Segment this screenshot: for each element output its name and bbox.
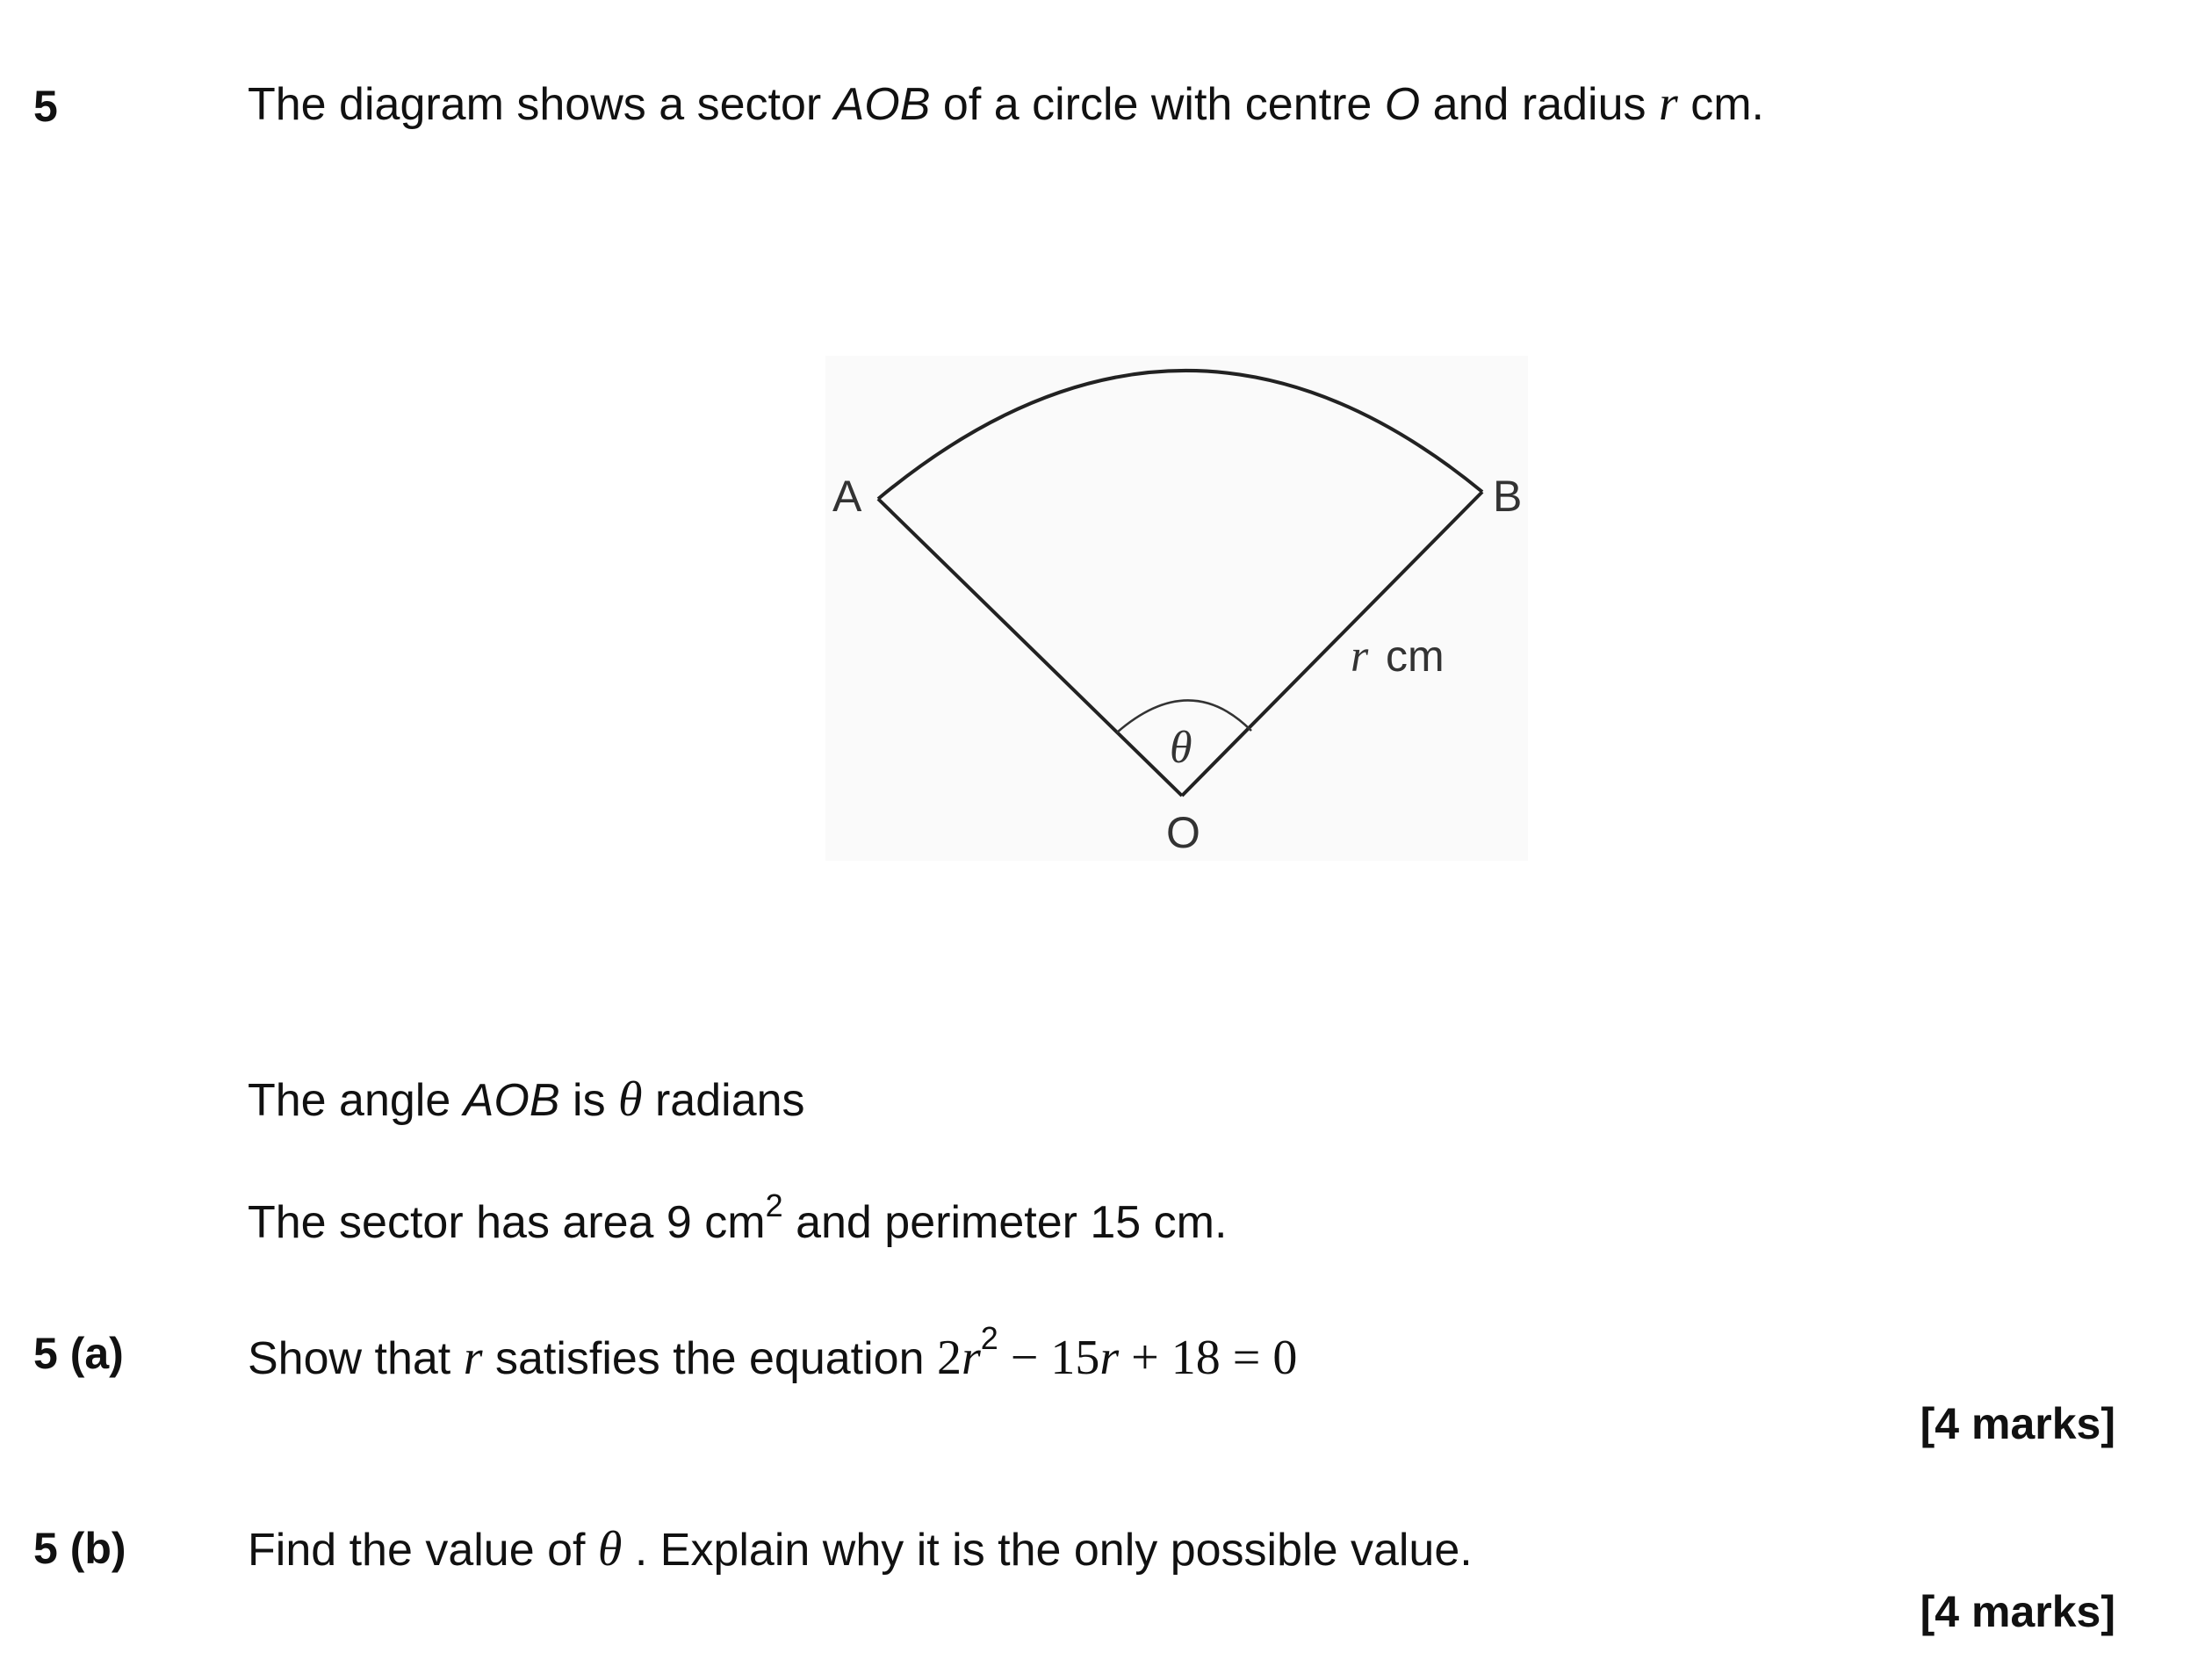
diagram-background <box>825 356 1528 861</box>
part-a-marks: [4 marks] <box>1920 1399 2115 1448</box>
equation-r-1: r <box>961 1331 981 1385</box>
intro-radius-var: r <box>1658 76 1678 131</box>
intro-text-2: of a circle with centre <box>930 79 1385 130</box>
part-b-marks: [4 marks] <box>1920 1587 2115 1636</box>
point-a-label: A <box>832 472 862 521</box>
point-o-label: O <box>1166 808 1200 857</box>
point-b-label: B <box>1493 472 1523 521</box>
area-text-2: and perimeter 15 cm. <box>782 1197 1228 1248</box>
part-a-text-2: satisfies the equation <box>482 1333 937 1384</box>
part-a-text-1: Show that <box>248 1333 464 1384</box>
angle-text-2: is <box>559 1075 619 1126</box>
part-a-label: 5 (a) <box>33 1329 124 1378</box>
intro-text-3: and radius <box>1420 79 1659 130</box>
question-number: 5 <box>33 82 58 131</box>
part-b-text <box>248 1523 1473 1577</box>
part-b-text-2: . Explain why it is the only possible value. <box>622 1525 1473 1576</box>
part-b-text-1: Find the value of <box>248 1525 598 1576</box>
part-b-theta-symbol: θ <box>597 1522 623 1577</box>
intro-text-4: cm. <box>1677 79 1764 130</box>
angle-name: AOB <box>463 1075 560 1126</box>
angle-text-1: The angle <box>248 1075 464 1126</box>
equation-coefficient: 2 <box>936 1331 962 1385</box>
area-text-1: The sector has area 9 cm <box>248 1197 766 1248</box>
intro-centre-name: O <box>1384 79 1421 130</box>
equation-rest-2: + 18 = 0 <box>1119 1331 1298 1385</box>
part-a-radius-var: r <box>463 1331 483 1385</box>
angle-text-3: radians <box>642 1075 805 1126</box>
radius-var-label: r <box>1351 631 1369 682</box>
angle-statement <box>248 1073 805 1127</box>
part-b-label: 5 (b) <box>33 1524 126 1573</box>
equation <box>936 1320 1298 1385</box>
area-unit-exponent: 2 <box>765 1187 783 1223</box>
angle-theta-label: θ <box>1170 723 1192 773</box>
equation-exponent: 2 <box>980 1320 998 1357</box>
area-perimeter-statement <box>248 1187 1228 1249</box>
equation-r-2: r <box>1099 1331 1120 1385</box>
equation-rest-1: − 15 <box>998 1331 1100 1385</box>
intro-sector-name: AOB <box>833 79 931 130</box>
radius-unit-label: cm <box>1386 631 1445 681</box>
angle-theta-symbol: θ <box>618 1072 643 1127</box>
part-a-text <box>248 1320 1298 1385</box>
intro-text-1: The diagram shows a sector <box>248 79 834 130</box>
